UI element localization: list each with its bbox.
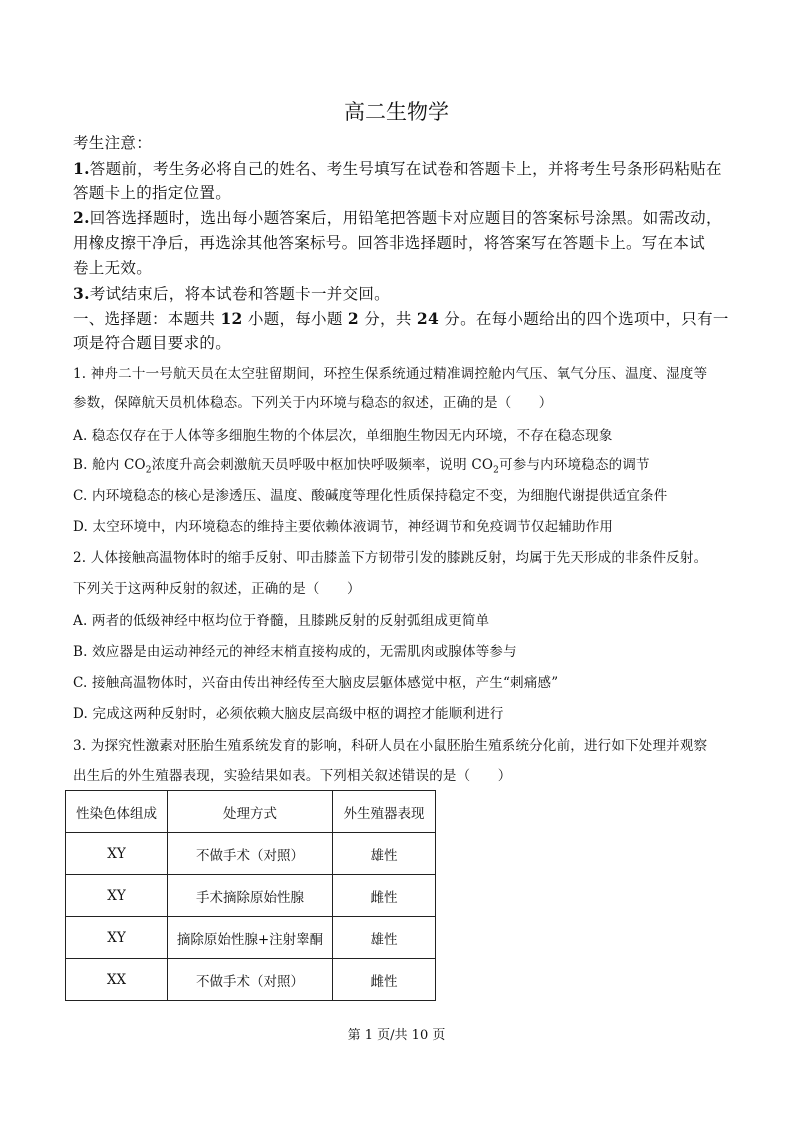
question-3-stem-line-2: 出生后的外生殖器表现，实验结果如表。下列相关叙述错误的是（ ）: [73, 768, 512, 784]
notice-3-text: 考试结束后，将本试卷和答题卡一并交回。: [89, 285, 390, 303]
table-row: [66, 833, 436, 875]
question-1-stem-line-1: 1. 神舟二十一号航天员在太空驻留期间，环控生保系统通过精准调控舱内气压、氧气分压、温度、湿度等: [73, 366, 708, 382]
option-b-part-3: 可参与内环境稳态的调节: [499, 457, 650, 473]
experiment-table: [65, 790, 436, 1001]
question-2-option-a: A. 两者的低级神经中枢均位于脊髓，且膝跳反射的反射弧组成更简单: [73, 613, 490, 629]
question-1-option-d: D. 太空环境中，内环境稳态的维持主要依赖体液调节，神经调节和免疫调节仅起辅助作用: [73, 519, 614, 535]
notice-2-line-1: [73, 206, 722, 228]
question-1-option-c: C. 内环境稳态的核心是渗透压、温度、酸碱度等理化性质保持稳定不变，为细胞代谢提供适宜条件: [73, 488, 668, 504]
notice-heading: 考生注意：: [73, 134, 153, 152]
table-cell: XY: [66, 917, 168, 959]
notice-1-line-2: 答题卡上的指定位置。: [73, 184, 232, 202]
notice-3-line-1: [73, 282, 390, 304]
table-row: [66, 875, 436, 917]
notice-2-line-2: 用橡皮擦干净后，再选涂其他答案标号。回答非选择题时，将答案写在答题卡上。写在本试: [73, 234, 706, 252]
table-row: [66, 959, 436, 1001]
question-2-option-c: C. 接触高温物体时，兴奋由传出神经传至大脑皮层躯体感觉中枢，产生“刺痛感”: [73, 675, 559, 691]
page-title: 高二生物学: [344, 100, 449, 124]
question-3-stem-line-1: 3. 为探究性激素对胚胎生殖系统发育的影响，科研人员在小鼠胚胎生殖系统分化前，进行如下处理并观察: [73, 738, 708, 754]
table-cell: 手术摘除原始性腺: [168, 875, 333, 917]
question-2-option-b: B. 效应器是由运动神经元的神经末梢直接构成的，无需肌肉或腺体等参与: [73, 644, 517, 660]
section-mid2: 分，共: [364, 310, 412, 328]
section-total: 24: [416, 309, 440, 328]
section-mid1: 小题，每小题: [247, 310, 343, 328]
section-count: 12: [220, 309, 243, 328]
table-cell: 摘除原始性腺+注射睾酮: [168, 917, 333, 959]
section-points: 2: [347, 309, 359, 328]
question-2-option-d: D. 完成这两种反射时，必须依赖大脑皮层高级中枢的调控才能顺利进行: [73, 706, 504, 722]
table-cell: XY: [66, 833, 168, 875]
co2-subscript: 2: [145, 465, 152, 476]
table-cell: 雌性: [333, 959, 436, 1001]
table-cell: XY: [66, 875, 168, 917]
table-cell: XX: [66, 959, 168, 1001]
co2-subscript: 2: [493, 465, 500, 476]
section-heading-line-2: 项是符合题目要求的。: [73, 334, 232, 352]
page-footer: 第 1 页/共 10 页: [347, 1028, 446, 1043]
option-b-part-2: 浓度升高会刺激航天员呼吸中枢加快呼吸频率，说明 CO: [151, 457, 494, 473]
table-cell: 雄性: [333, 833, 436, 875]
option-b-part-1: B. 舱内 CO: [73, 457, 146, 473]
question-1-stem-line-2: 参数，保障航天员机体稳态。下列关于内环境与稳态的叙述，正确的是（ ）: [73, 395, 553, 411]
notice-2-text: 回答选择题时，选出每小题答案后，用铅笔把答题卡对应题目的答案标号涂黑。如需改动，: [89, 209, 722, 227]
table-header-cell: 外生殖器表现: [333, 791, 436, 833]
notice-1-text: 答题前，考生务必将自己的姓名、考生号填写在试卷和答题卡上，并将考生号条形码粘贴在: [89, 160, 722, 178]
section-prefix: 一、选择题：本题共: [73, 310, 216, 328]
question-1-option-b: [73, 453, 650, 476]
section-heading: [73, 307, 729, 329]
notice-2-number: 2.: [73, 208, 90, 227]
question-2-stem-line-2: 下列关于这两种反射的叙述，正确的是（ ）: [73, 581, 361, 597]
table-cell: 不做手术（对照）: [168, 959, 333, 1001]
notice-1-line-1: [73, 157, 722, 179]
notice-2-line-3: 卷上无效。: [73, 259, 153, 277]
table-cell: 雄性: [333, 917, 436, 959]
table-header-cell: 性染色体组成: [66, 791, 168, 833]
notice-1-number: 1.: [73, 159, 90, 178]
table-row: [66, 917, 436, 959]
table-header-row: [66, 791, 436, 833]
notice-3-number: 3.: [73, 284, 90, 303]
table-cell: 不做手术（对照）: [168, 833, 333, 875]
question-1-option-a: A. 稳态仅存在于人体等多细胞生物的个体层次，单细胞生物因无内环境，不存在稳态现象: [73, 428, 613, 444]
table-cell: 雌性: [333, 875, 436, 917]
question-2-stem-line-1: 2. 人体接触高温物体时的缩手反射、叩击膝盖下方韧带引发的膝跳反射，均属于先天形成的非条件反射。: [73, 550, 708, 566]
section-suffix: 分。在每小题给出的四个选项中，只有一: [444, 310, 729, 328]
table-header-cell: 处理方式: [168, 791, 333, 833]
